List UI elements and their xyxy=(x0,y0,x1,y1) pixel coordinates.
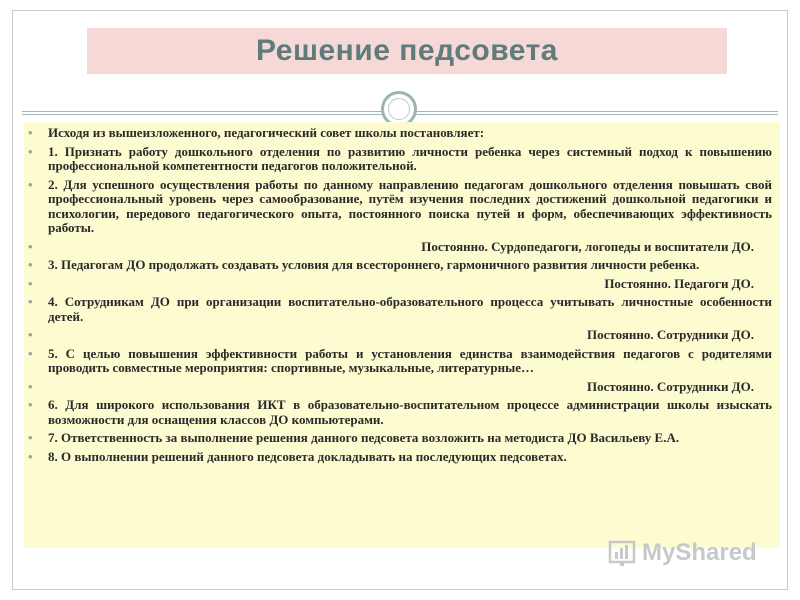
bullet-icon: • xyxy=(28,257,33,272)
list-item xyxy=(24,178,772,236)
list-item-text: Постоянно. Сотрудники ДО. xyxy=(587,378,754,394)
bullet-icon: • xyxy=(28,294,33,309)
list-item xyxy=(24,240,772,255)
watermark xyxy=(608,536,757,570)
bullet-icon: • xyxy=(28,345,33,361)
bullet-icon: • xyxy=(28,238,33,254)
list-item-text: 5. С целью повышения эффективности работы и установления единства взаимодействия педагогов с родителями проводить совместные мероприятия: спортивные, музыкальные, литературные… xyxy=(48,345,772,375)
list-item-text: Постоянно. Сурдопедагоги, логопеды и воспитатели ДО. xyxy=(421,238,754,254)
list-item-text: 4. Сотрудникам ДО при организации воспитательно-образовательного процесса учитывать личностные особенности детей. xyxy=(48,294,772,324)
list-item xyxy=(24,347,772,376)
list-item-text: 2. Для успешного осуществления работы по данному направлению педагогам дошкольного отделения повышать свой профессиональный уровень через самообразование, путём изучения последних достижений дошкольной педагогики и психологии, передового педагогического опыта, постоянного поиска путей и форм, обеспечивающих эффективность работы. xyxy=(48,176,772,235)
bullet-icon: • xyxy=(28,143,33,159)
list-item xyxy=(24,145,772,174)
list-item-text: 7. Ответственность за выполнение решения данного педсовета возложить на методиста ДО Васильеву Е.А. xyxy=(48,430,680,445)
bullet-icon: • xyxy=(28,125,33,140)
list-item xyxy=(24,277,772,292)
list-item xyxy=(24,380,772,395)
decision-list xyxy=(24,126,772,464)
bullet-icon: • xyxy=(28,430,33,445)
title-band xyxy=(87,28,727,74)
bullet-icon: • xyxy=(28,397,33,412)
list-item-text: 1. Признать работу дошкольного отделения по развитию личности ребенка через системный подход к повышению профессиональной компетентности педагогов положительной. xyxy=(48,143,772,173)
content-panel xyxy=(24,122,780,548)
list-item xyxy=(24,398,772,427)
list-item xyxy=(24,126,772,141)
page-title: Решение педсовета xyxy=(256,34,558,67)
bullet-icon: • xyxy=(28,327,33,342)
list-item xyxy=(24,258,772,273)
list-item xyxy=(24,295,772,324)
list-item-text: 8. О выполнении решений данного педсовета докладывать на последующих педсоветах. xyxy=(48,448,567,464)
bullet-icon: • xyxy=(28,448,33,464)
list-item-text: 6. Для широкого использования ИКТ в образовательно-воспитательном процессе администрации школы изыскать возможности для оснащения классов ДО компьютерами. xyxy=(48,397,772,427)
list-item-text: 3. Педагогам ДО продолжать создавать условия для всестороннего, гармоничного развития личности ребенка. xyxy=(48,257,700,272)
bullet-icon: • xyxy=(28,275,33,291)
watermark-text: MyShared xyxy=(642,539,757,566)
list-item xyxy=(24,328,772,343)
bullet-icon: • xyxy=(28,176,33,192)
chart-logo-icon xyxy=(608,538,638,568)
list-item-text: Исходя из вышеизложенного, педагогический совет школы постановляет: xyxy=(48,125,485,140)
list-item-text: Постоянно. Сотрудники ДО. xyxy=(587,327,754,342)
list-item xyxy=(24,431,772,446)
bullet-icon: • xyxy=(28,378,33,394)
list-item xyxy=(24,450,772,465)
list-item-text: Постоянно. Педагоги ДО. xyxy=(604,275,754,291)
